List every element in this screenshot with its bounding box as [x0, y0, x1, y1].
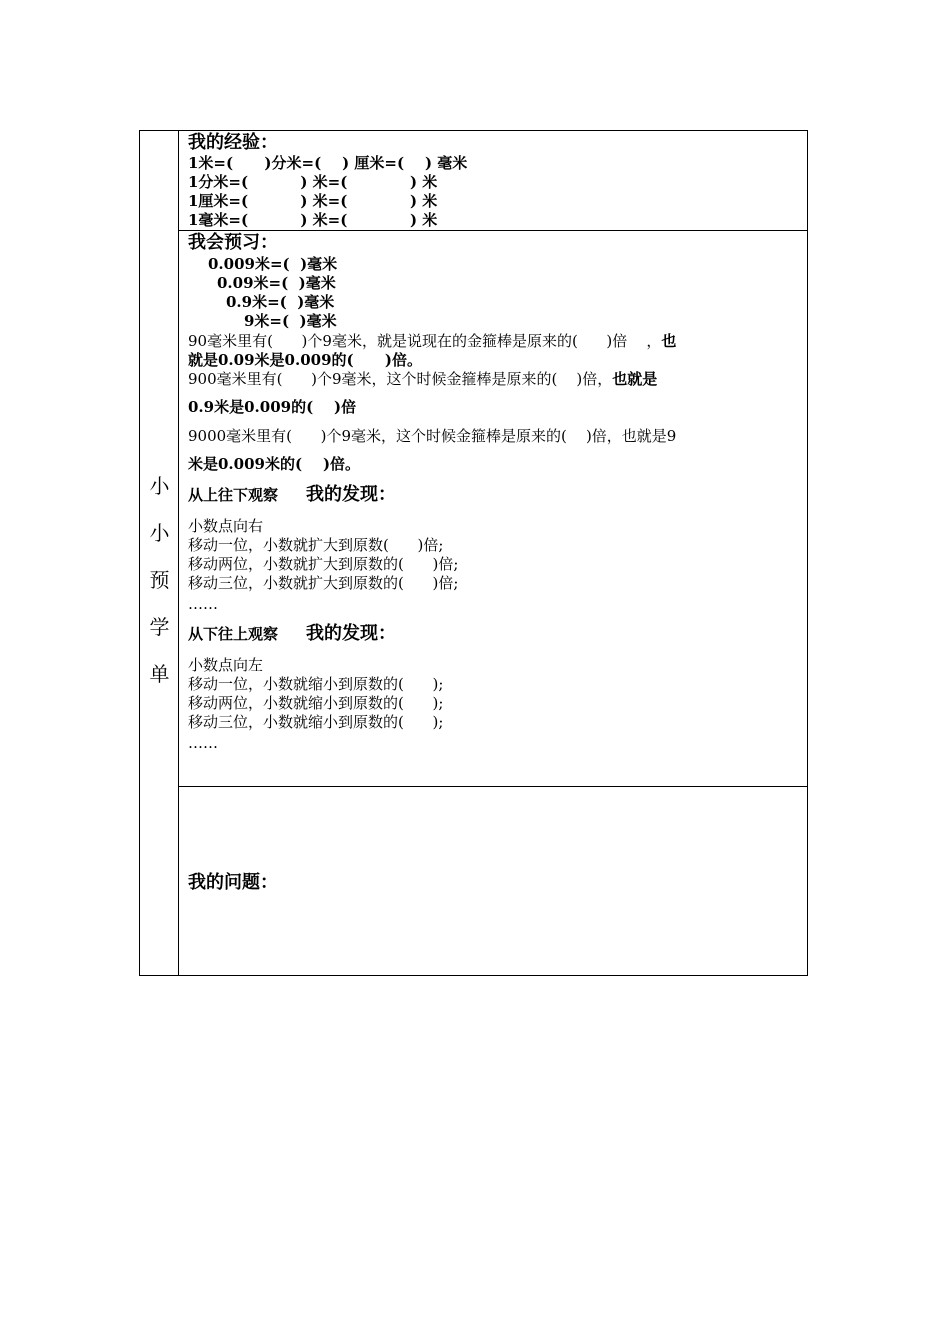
- finding-line: 移动三位，小数就扩大到原数的( )倍;: [188, 574, 459, 592]
- side-label: [140, 463, 179, 698]
- side-label-char: 小: [149, 474, 170, 498]
- finding-line: 移动三位，小数就缩小到原数的( );: [188, 713, 444, 731]
- experience-line: 1分米=( ) 米=( ) 米: [188, 173, 438, 191]
- experience-line: 1毫米=( ) 米=( ) 米: [188, 211, 438, 229]
- paragraph-text: 900毫米里有( )个9毫米，这个时候金箍棒是原来的( )倍，: [188, 370, 613, 388]
- paragraph-text-bold: 也: [661, 332, 677, 350]
- conversion-line: 0.9米=( )毫米: [226, 293, 335, 311]
- conversion-line: 9米=( )毫米: [244, 312, 337, 330]
- preview-section: [179, 231, 807, 787]
- finding-ellipsis: ……: [188, 595, 218, 613]
- question-title: 我的问题：: [188, 872, 278, 893]
- side-label-char: 小: [149, 521, 170, 545]
- conversion-line: 0.009米=( )毫米: [208, 255, 338, 273]
- paragraph-9000mm: 9000毫米里有( )个9毫米，这个时候金箍棒是原来的( )倍，也就是9: [188, 427, 677, 445]
- observation-top-down: [188, 485, 396, 505]
- paragraph-text: 90毫米里有( )个9毫米，就是说现在的金箍棒是原来的( )倍 ，: [188, 332, 662, 350]
- finding-line: 移动一位，小数就缩小到原数的( );: [188, 675, 444, 693]
- question-section: [179, 787, 807, 975]
- experience-line: 1厘米=( ) 米=( ) 米: [188, 192, 438, 210]
- finding-label: 我的发现：: [306, 484, 397, 505]
- side-label-char: 学: [149, 615, 170, 639]
- observation-label: 从上往下观察: [188, 486, 279, 504]
- conversion-line: 0.09米=( )毫米: [217, 274, 336, 292]
- paragraph-900mm-cont: 0.9米是0.009的( )倍: [188, 398, 357, 416]
- finding-line: 移动两位，小数就扩大到原数的( )倍;: [188, 555, 459, 573]
- paragraph-90mm-cont: 就是0.09米是0.009的( )倍。: [188, 351, 423, 369]
- finding-ellipsis: ……: [188, 734, 218, 752]
- experience-title: 我的经验：: [188, 132, 278, 153]
- finding-line: 小数点向右: [188, 517, 264, 535]
- finding-line: 移动一位，小数就扩大到原数( )倍;: [188, 536, 444, 554]
- side-label-cell: [140, 131, 179, 975]
- paragraph-9000mm-cont: 米是0.009米的( )倍。: [188, 455, 361, 473]
- observation-label: 从下往上观察: [188, 625, 279, 643]
- preview-title: 我会预习：: [188, 232, 278, 253]
- side-label-char: 预: [149, 568, 170, 592]
- finding-line: 移动两位，小数就缩小到原数的( );: [188, 694, 444, 712]
- observation-bottom-up: [188, 624, 396, 644]
- finding-line: 小数点向左: [188, 656, 264, 674]
- paragraph-90mm: [188, 332, 676, 351]
- paragraph-900mm: [188, 370, 657, 389]
- paragraph-text-bold: 也就是: [612, 370, 658, 388]
- experience-line: 1米=( )分米=( ) 厘米=( ) 毫米: [188, 154, 468, 172]
- preview-worksheet-table: [139, 130, 808, 976]
- side-label-char: 单: [149, 662, 170, 686]
- finding-label: 我的发现：: [306, 623, 397, 644]
- experience-section: [179, 131, 807, 231]
